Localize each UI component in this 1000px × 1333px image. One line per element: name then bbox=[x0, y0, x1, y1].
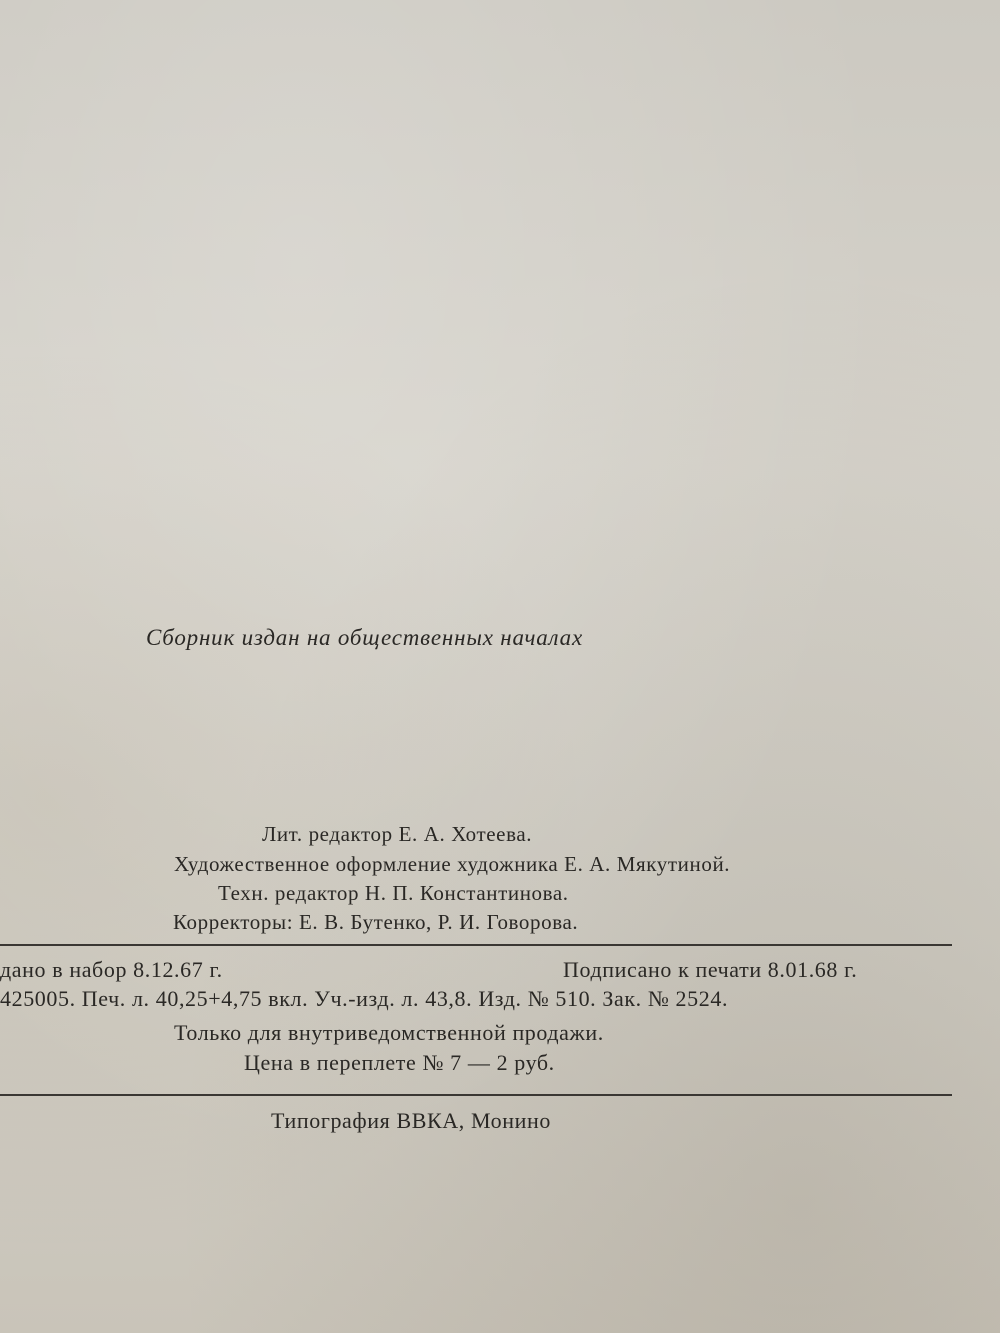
top-divider bbox=[0, 944, 952, 946]
signed-to-print-date: Подписано к печати 8.01.68 г. bbox=[563, 957, 858, 982]
literary-editor-line: Лит. редактор Е. А. Хотеева. bbox=[262, 822, 533, 846]
technical-editor-line: Техн. редактор Н. П. Константинова. bbox=[218, 881, 569, 905]
bottom-divider bbox=[0, 1094, 952, 1096]
publication-note: Сборник издан на общественных началах bbox=[146, 625, 583, 650]
print-details: 425005. Печ. л. 40,25+4,75 вкл. Уч.-изд. л. 43,8. Изд. № 510. Зак. № 2524. bbox=[0, 986, 729, 1011]
price-line: Цена в переплете № 7 — 2 руб. bbox=[244, 1050, 555, 1075]
typeset-date: дано в набор 8.12.67 г. bbox=[0, 957, 223, 982]
art-design-line: Художественное оформление художника Е. А. Мякутиной. bbox=[174, 852, 731, 876]
distribution-note: Только для внутриведомственной продажи. bbox=[174, 1020, 604, 1045]
printing-house: Типография ВВКА, Монино bbox=[271, 1108, 551, 1133]
proofreaders-line: Корректоры: Е. В. Бутенко, Р. И. Говорова. bbox=[173, 910, 579, 934]
